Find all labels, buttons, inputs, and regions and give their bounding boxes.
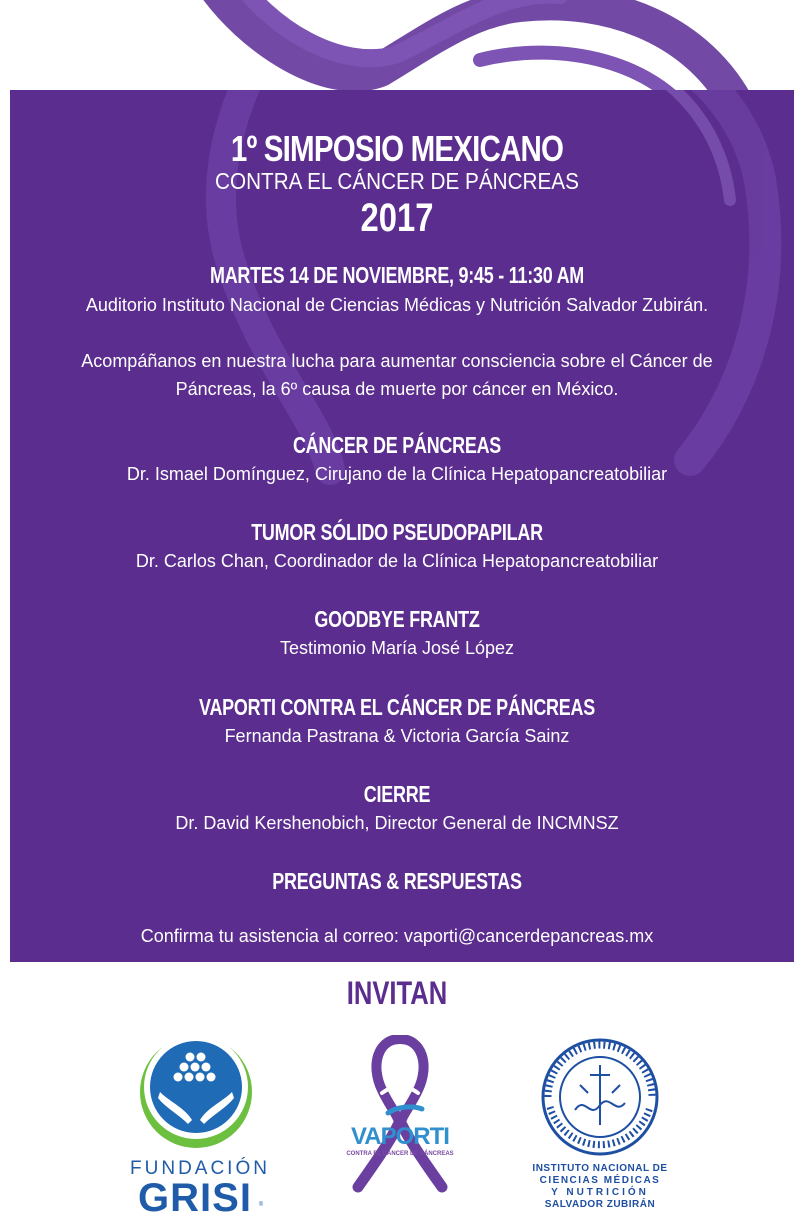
intro-line-1: Acompáñanos en nuestra lucha para aumentar consciencia sobre el Cáncer de [81,351,713,371]
title-line-1: 1º SIMPOSIO MEXICANO [230,128,564,169]
grisi-name: GRISI [138,1176,252,1220]
event-datetime: MARTES 14 DE NOVIEMBRE, 9:45 - 11:30 AM [209,262,585,288]
session-speaker: Dr. Carlos Chan, Coordinador de la Clínica Hepatopancreatobiliar [135,551,659,571]
event-venue: Auditorio Instituto Nacional de Ciencias Médicas y Nutrición Salvador Zubirán. [85,295,709,315]
session-speaker: Fernanda Pastrana & Victoria García Sainz [224,726,570,746]
awareness-ribbon-icon [340,1035,460,1195]
session-speaker: Dr. David Kershenobich, Director General de INCMNSZ [175,813,619,833]
title-year: 2017 [360,196,434,240]
title-line-2: CONTRA EL CÁNCER DE PÁNCREAS [215,168,579,194]
session-title: VAPORTI CONTRA EL CÁNCER DE PÁNCREAS [199,694,595,720]
grisi-logo [130,1030,270,1220]
session-speaker: Testimonio María José López [279,638,515,658]
rsvp-text: Confirma tu asistencia al correo: vaporti@cancerdepancreas.mx [140,926,654,946]
grisi-registered-mark: ® [258,1202,264,1208]
session-title: PREGUNTAS & RESPUESTAS [272,868,522,894]
vaporti-tagline: CONTRA EL CÁNCER DE PÁNCREAS [346,1151,454,1157]
grisi-top-text: FUNDACIÓN [130,1158,270,1179]
institute-name-line-3: Y NUTRICIÓN [551,1187,649,1198]
vaporti-name: VAPORTI [351,1123,449,1150]
institute-name-line-2: CIENCIAS MÉDICAS [539,1175,661,1186]
incmnsz-logo [530,1035,670,1215]
session-speaker: Dr. Ismael Domínguez, Cirujano de la Clínica Hepatopancreatobiliar [126,464,668,484]
vaporti-logo [340,1035,460,1195]
session-title: TUMOR SÓLIDO PSEUDOPAPILAR [251,519,543,545]
grisi-emblem-icon [130,1030,270,1155]
institute-name-line-1: INSTITUTO NACIONAL DE [532,1163,668,1174]
session-title: CÁNCER DE PÁNCREAS [292,432,502,458]
institute-seal-icon [530,1035,670,1160]
intro-line-2: Páncreas, la 6º causa de muerte por cáncer en México. [175,379,619,399]
session-title: CIERRE [363,781,431,807]
institute-name-line-4: SALVADOR ZUBIRÁN [544,1199,656,1210]
session-title: GOODBYE FRANTZ [314,606,480,632]
invitan-heading: INVITAN [346,975,448,1011]
